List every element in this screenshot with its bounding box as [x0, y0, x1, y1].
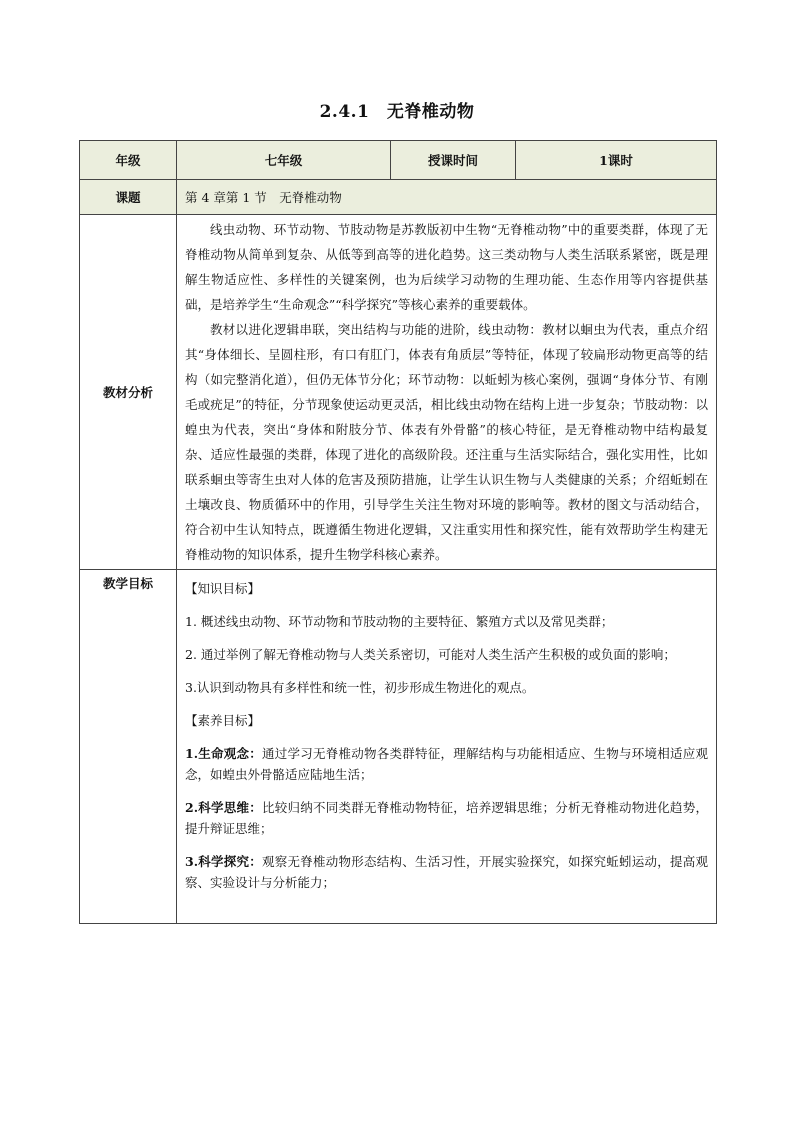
knowledge-heading: 【知识目标】 [185, 581, 261, 596]
analysis-label: 教材分析 [80, 215, 177, 570]
header-row [80, 141, 717, 180]
grade-label: 年级 [80, 141, 177, 180]
objectives-label: 教学目标 [80, 570, 177, 924]
lesson-plan-table [79, 140, 717, 924]
grade-value: 七年级 [177, 141, 391, 180]
literacy-item-label: 2.科学思维： [185, 800, 263, 815]
analysis-row [80, 215, 717, 570]
literacy-item [185, 851, 708, 893]
knowledge-item: 2. 通过举例了解无脊椎动物与人类关系密切，可能对人类生活产生积极的或负面的影响； [185, 647, 676, 662]
objectives-content [177, 570, 717, 924]
lesson-value: 第 4 章第 1 节 无脊椎动物 [177, 180, 717, 215]
literacy-item [185, 797, 708, 839]
lesson-label: 课题 [80, 180, 177, 215]
analysis-paragraph: 线虫动物、环节动物、节肢动物是苏教版初中生物“无脊椎动物”中的重要类群，体现了无脊椎动物从简单到复杂、从低等到高等的进化趋势。这三类动物与人类生活联系紧密，既是理解生物适应性、多样性的关键案例，也为后续学习动物的生理功能、生态作用等内容提供基础，是培养学生“生命观念”“科学探究”等核心素养的重要载体。 [185, 222, 708, 312]
objectives-row [80, 570, 717, 924]
literacy-item-text: 通过学习无脊椎动物各类群特征，理解结构与功能相适应、生物与环境相适应观念，如蝗虫外骨骼适应陆地生活； [185, 746, 708, 782]
literacy-item-text: 比较归纳不同类群无脊椎动物特征，培养逻辑思维；分析无脊椎动物进化趋势，提升辩证思维； [185, 800, 708, 836]
knowledge-item: 3.认识到动物具有多样性和统一性，初步形成生物进化的观点。 [185, 680, 535, 695]
literacy-item-label: 3.科学探究： [185, 854, 263, 869]
knowledge-item: 1. 概述线虫动物、环节动物和节肢动物的主要特征、繁殖方式以及常见类群； [185, 614, 614, 629]
literacy-item-text: 观察无脊椎动物形态结构、生活习性，开展实验探究，如探究蚯蚓运动，提高观察、实验设计与分析能力； [185, 854, 708, 890]
literacy-item [185, 743, 708, 785]
literacy-item-label: 1.生命观念： [185, 746, 263, 761]
lesson-row [80, 180, 717, 215]
literacy-heading: 【素养目标】 [185, 713, 261, 728]
page-title: 2.4.1 无脊椎动物 [319, 102, 475, 122]
analysis-paragraph: 教材以进化逻辑串联，突出结构与功能的进阶，线虫动物：教材以蛔虫为代表，重点介绍其“身体细长、呈圆柱形，有口有肛门，体表有角质层”等特征，体现了较扁形动物更高等的结构（如完整消化道），但仍无体节分化；环节动物：以蚯蚓为核心案例，强调“身体分节、有刚毛或疣足”的特征，分节现象使运动更灵活，相比线虫动物在结构上进一步复杂；节肢动物：以蝗虫为代表，突出“身体和附肢分节、体表有外骨骼”的核心特征，是无脊椎动物中结构最复杂、适应性最强的类群，体现了进化的高级阶段。还注重与生活实际结合，强化实用性，比如联系蛔虫等寄生虫对人体的危害及预防措施，让学生认识生物与人类健康的关系；介绍蚯蚓在土壤改良、物质循环中的作用，引导学生关注生物对环境的影响等。教材的图文与活动结合，符合初中生认知特点，既遵循生物进化逻辑，又注重实用性和探究性，能有效帮助学生构建无脊椎动物的知识体系，提升生物学科核心素养。 [185, 322, 708, 562]
time-value: 1课时 [516, 141, 717, 180]
time-label: 授课时间 [391, 141, 516, 180]
analysis-content [177, 215, 717, 570]
